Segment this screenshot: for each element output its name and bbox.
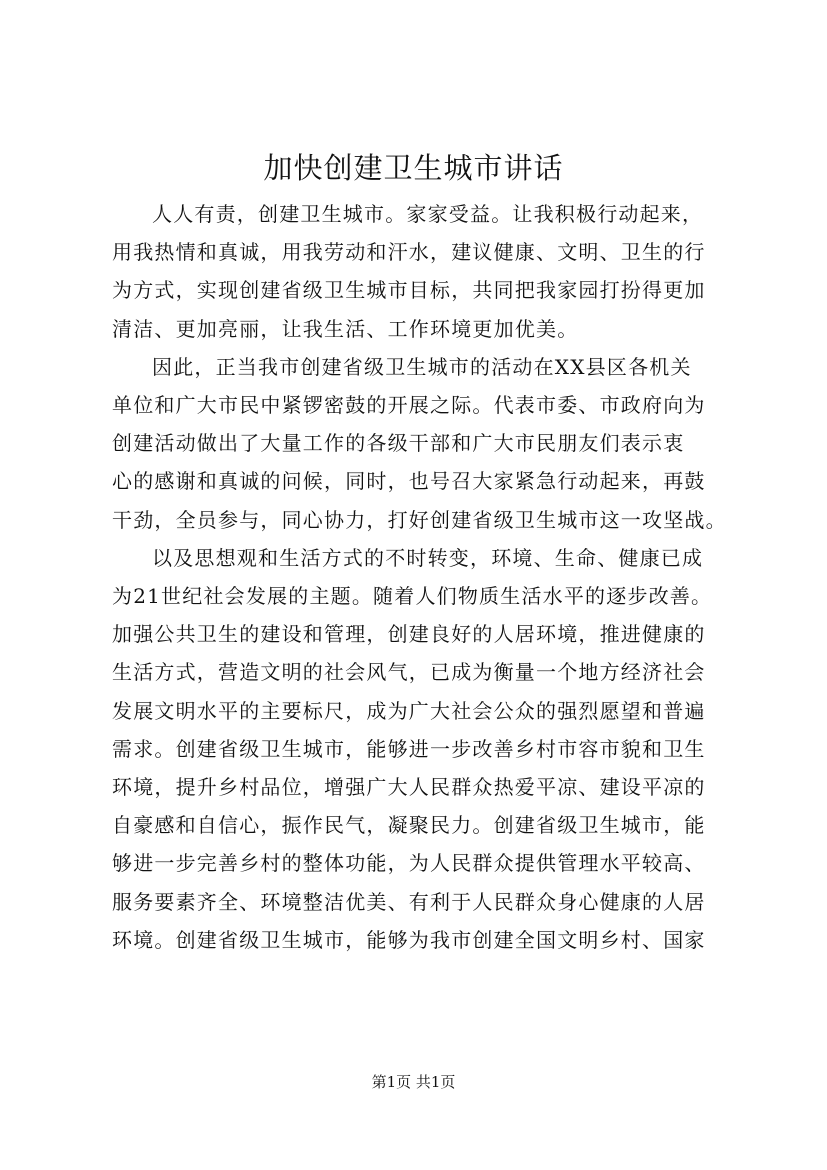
text-line: 加强公共卫生的建设和管理，创建良好的人居环境，推进健康的 bbox=[112, 622, 706, 647]
text-line: 发展文明水平的主要标尺，成为广大社会公众的强烈愿望和普遍 bbox=[112, 698, 706, 723]
text-line: 干劲，全员参与，同心协力，打好创建省级卫生城市这一攻坚战。 bbox=[112, 507, 727, 532]
text-line: 人人有责，创建卫生城市。家家受益。让我积极行动起来， bbox=[152, 202, 704, 226]
text-line: 为21世纪社会发展的主题。随着人们物质生活水平的逐步改善。 bbox=[112, 584, 713, 609]
document-body bbox=[112, 195, 727, 959]
paragraph-3 bbox=[112, 539, 720, 959]
text-line: 生活方式，营造文明的社会风气，已成为衡量一个地方经济社会 bbox=[112, 660, 706, 685]
text-line: 为方式，实现创建省级卫生城市目标，共同把我家园打扮得更加 bbox=[112, 278, 706, 303]
text-line: 用我热情和真诚，用我劳动和汗水，建议健康、文明、卫生的行 bbox=[112, 240, 706, 265]
text-line: 心的感谢和真诚的问候，同时，也号召大家紧急行动起来，再鼓 bbox=[112, 469, 706, 494]
text-line: 清洁、更加亮丽，让我生活、工作环境更加优美。 bbox=[112, 316, 579, 341]
text-line: 创建活动做出了大量工作的各级干部和广大市民朋友们表示衷 bbox=[112, 431, 685, 456]
text-line: 服务要素齐全、环境整洁优美、有利于人民群众身心健康的人居 bbox=[112, 889, 706, 914]
paragraph-1 bbox=[112, 195, 720, 348]
text-line: 因此，正当我市创建省级卫生城市的活动在XX县区各机关 bbox=[152, 354, 692, 379]
text-line: 单位和广大市民中紧锣密鼓的开展之际。代表市委、市政府向为 bbox=[112, 393, 706, 418]
paragraph-2 bbox=[112, 348, 727, 539]
text-line: 以及思想观和生活方式的不时转变，环境、生命、健康已成 bbox=[152, 545, 704, 570]
text-line: 环境。创建省级卫生城市，能够为我市创建全国文明乡村、国家 bbox=[112, 927, 706, 952]
page-footer: 第1页 共1页 bbox=[371, 1073, 456, 1091]
text-line: 环境，提升乡村品位，增强广大人民群众热爱平凉、建设平凉的 bbox=[112, 775, 706, 800]
text-line: 自豪感和自信心，振作民气，凝聚民力。创建省级卫生城市，能 bbox=[112, 813, 706, 838]
text-line: 需求。创建省级卫生城市，能够进一步改善乡村市容市貌和卫生 bbox=[112, 736, 706, 761]
text-line: 够进一步完善乡村的整体功能，为人民群众提供管理水平较高、 bbox=[112, 851, 706, 876]
document-title: 加快创建卫生城市讲话 bbox=[263, 151, 564, 185]
